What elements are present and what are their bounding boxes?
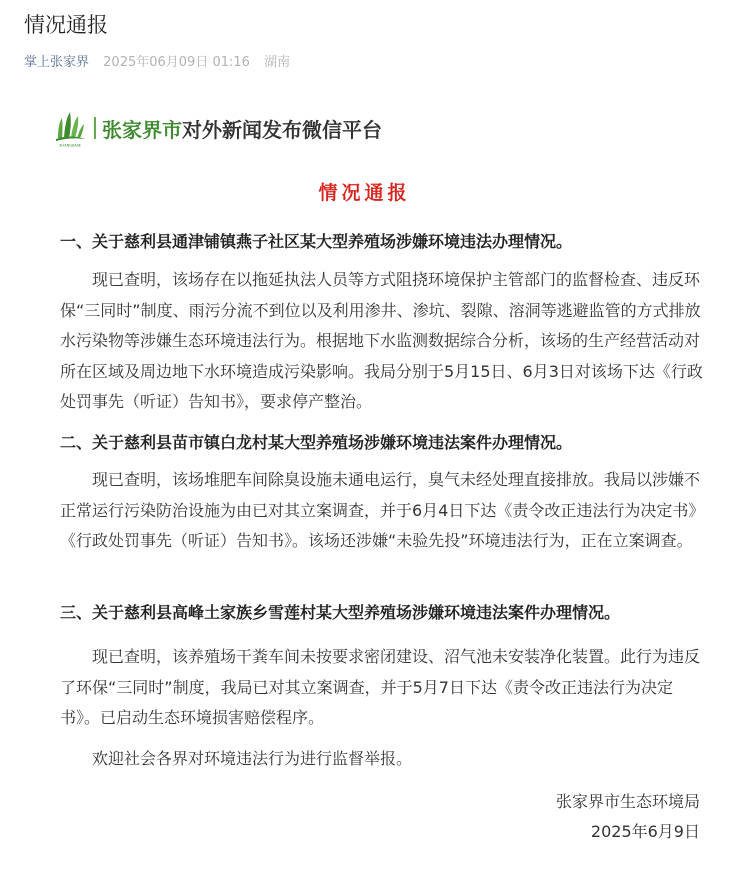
section-3-body: 现已查明，该养殖场干粪车间未按要求密闭建设、沼气池未安装净化装置。此行为违反了环保“三同时”制度，我局已对其立案调查，并于5月7日下达《责令改正违法行为决定书》。已启动生态环境损害赔偿程序。 <box>60 647 701 727</box>
banner-divider <box>94 117 96 139</box>
article-title: 情况通报 <box>24 13 108 37</box>
signature-date: 2025年6月9日 <box>590 822 700 841</box>
banner-city-name: 张家界市 <box>102 117 182 142</box>
publish-time: 2025年06月09日 01:16 <box>103 55 250 70</box>
logo-wordmark: ZHANGJIAJIE <box>58 143 82 148</box>
signature-org: 张家界市生态环境局 <box>555 792 700 811</box>
banner-platform-name: 对外新闻发布微信平台 <box>182 117 382 142</box>
section-2-body: 现已查明，该场堆肥车间除臭设施未通电运行，臭气未经处理直接排放。我局以涉嫌不正常运行污染防治设施为由已对其立案调查，并于6月4日下达《责令改正违法行为决定书》《行政处罚事先（听证）告知书》。该场还涉嫌“未验先投”环境违法行为，正在立案调查。 <box>60 470 705 550</box>
closing-remark: 欢迎社会各界对环境违法行为进行监督举报。 <box>92 749 413 768</box>
account-name-link[interactable]: 掌上张家界 <box>24 55 90 70</box>
notice-heading: 情况通报 <box>318 182 411 204</box>
article-meta <box>24 53 290 73</box>
zhangjiajie-logo-icon <box>50 108 90 148</box>
section-2-heading: 二、关于慈利县苗市镇白龙村某大型养殖场涉嫌环境违法案件办理情况。 <box>60 433 573 452</box>
section-1-body: 现已查明，该场存在以拖延执法人员等方式阻挠环境保护主管部门的监督检查、违反环保“三同时”制度、雨污分流不到位以及利用渗井、渗坑、裂隙、溶洞等逃避监管的方式排放水污染物等涉嫌生态环境违法行为。根据地下水监测数据综合分析，该场的生产经营活动对所在区域及周边地下水环境造成污染影响。我局分别于5月15日、6月3日对该场下达《行政处罚事先（听证）告知书》，要求停产整治。 <box>60 270 703 411</box>
publish-region: 湖南 <box>264 55 291 70</box>
section-3-heading: 三、关于慈利县高峰土家族乡雪莲村某大型养殖场涉嫌环境违法案件办理情况。 <box>60 603 621 622</box>
section-1-heading: 一、关于慈利县通津铺镇燕子社区某大型养殖场涉嫌环境违法办理情况。 <box>60 232 573 251</box>
platform-banner <box>50 108 382 148</box>
